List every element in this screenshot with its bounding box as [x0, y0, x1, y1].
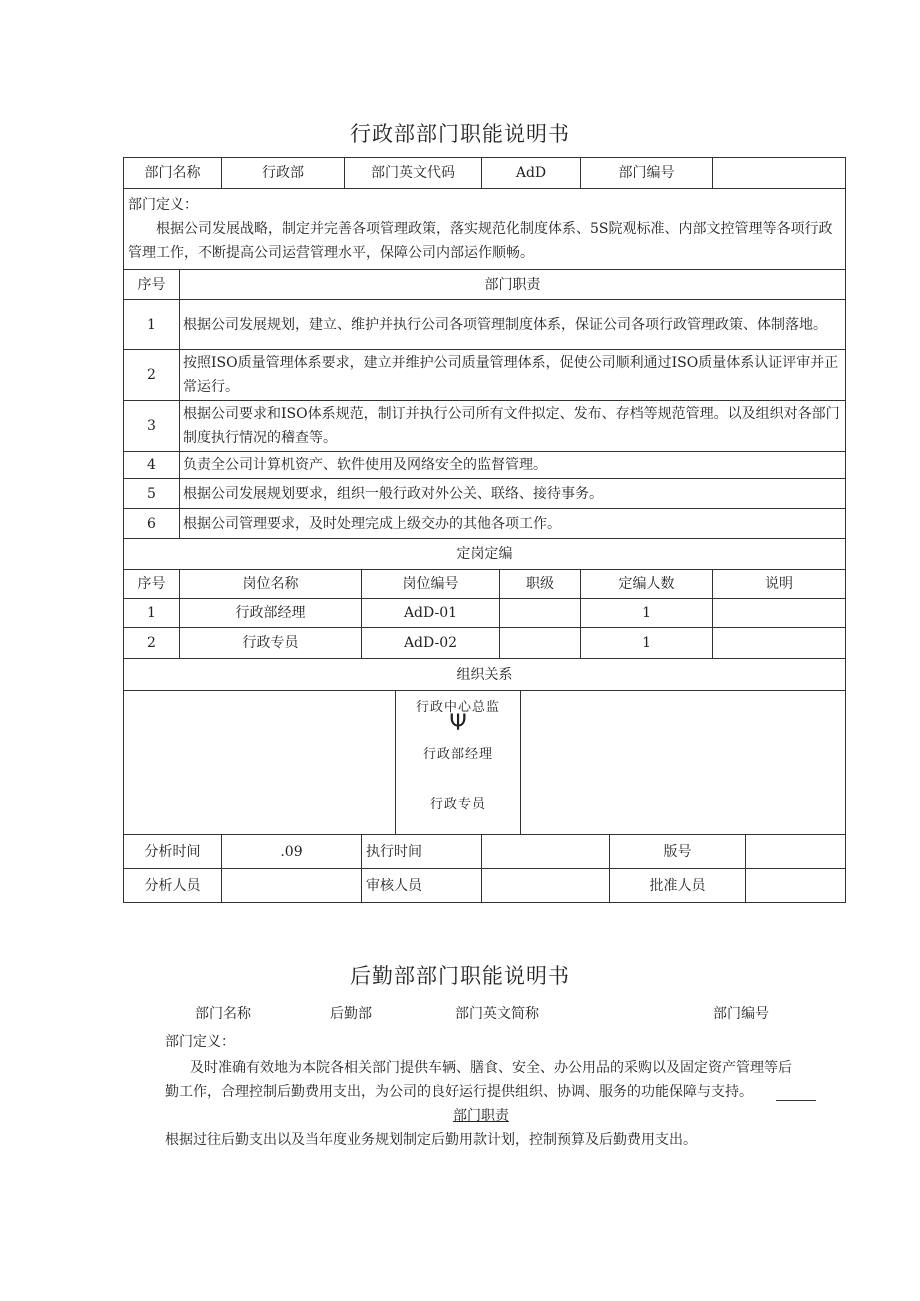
duty-seq: 1	[124, 300, 180, 350]
approver-label: 批准人员	[610, 869, 746, 903]
reviewer-value	[482, 869, 610, 903]
duty-seq: 5	[124, 479, 180, 509]
staffing-header-code: 岗位编号	[362, 570, 500, 599]
org-title: 组织关系	[124, 659, 846, 691]
staffing-header-name: 岗位名称	[180, 570, 362, 599]
org-chart	[124, 691, 846, 835]
analyst-label: 分析人员	[124, 869, 222, 903]
duty-text: 根据公司管理要求，及时处理完成上级交办的其他各项工作。	[180, 509, 846, 539]
approver-value	[746, 869, 846, 903]
staffing-note	[713, 599, 846, 628]
dept-code-label: 部门英文代码	[345, 158, 482, 189]
dept-definition-label: 部门定义：	[128, 197, 198, 213]
duty-row	[124, 452, 846, 479]
duty-seq: 6	[124, 509, 180, 539]
logistics-duties-title: 部门职责	[453, 1108, 509, 1124]
staffing-count: 1	[581, 628, 713, 659]
staffing-count: 1	[581, 599, 713, 628]
logistics-duty-1: 根据过往后勤支出以及当年度业务规划制定后勤用款计划，控制预算及后勤费用支出。	[165, 1132, 697, 1148]
logistics-name-label: 部门名称	[195, 1006, 251, 1022]
duty-text: 按照ISO质量管理体系要求，建立并维护公司质量管理体系，促使公司顺利通过ISO质量体系认证评审并正常运行。	[180, 350, 846, 401]
doc2-title: 后勤部部门职能说明书	[350, 964, 570, 988]
analysis-time-value: .09	[222, 835, 362, 869]
org-chart-box	[395, 691, 521, 834]
duty-row	[124, 350, 846, 401]
duty-row	[124, 509, 846, 539]
staffing-level	[500, 599, 581, 628]
exec-time-label: 执行时间	[362, 835, 482, 869]
admin-dept-table	[123, 157, 846, 903]
logistics-definition-line2: 勤工作，合理控制后勤费用支出，为公司的良好运行提供组织、协调、服务的功能保障与支持。	[165, 1084, 753, 1100]
org-bottom-node: 行政专员	[429, 797, 486, 812]
duties-header: 部门职责	[180, 270, 846, 300]
duty-row	[124, 300, 846, 350]
staffing-header-seq: 序号	[124, 570, 180, 599]
logistics-number-label: 部门编号	[713, 1006, 769, 1022]
org-top-node: 行政中心总监	[415, 700, 500, 715]
version-value	[746, 835, 846, 869]
staffing-code: AdD-02	[362, 628, 500, 659]
staffing-header-count: 定编人数	[581, 570, 713, 599]
duty-row	[124, 401, 846, 452]
duty-seq: 2	[124, 350, 180, 401]
exec-time-value	[482, 835, 610, 869]
staffing-code: AdD-01	[362, 599, 500, 628]
duty-text: 负责全公司计算机资产、软件使用及网络安全的监督管理。	[180, 452, 846, 479]
staffing-header-level: 职级	[500, 570, 581, 599]
dept-name-label: 部门名称	[124, 158, 222, 189]
version-label: 版号	[610, 835, 746, 869]
org-arrow-icon: Ψ	[449, 711, 467, 736]
duty-text: 根据公司发展规划要求，组织一般行政对外公关、联络、接待事务。	[180, 479, 846, 509]
dept-name-value: 行政部	[222, 158, 345, 189]
dept-number-label: 部门编号	[581, 158, 713, 189]
staffing-level	[500, 628, 581, 659]
org-mid-node: 行政部经理	[422, 747, 493, 762]
duty-seq: 3	[124, 401, 180, 452]
dept-definition-text: 根据公司发展战略，制定并完善各项管理政策，落实规范化制度体系、5S院观标准、内部文控管理等各项行政管理工作，不断提高公司运营管理水平，保障公司内部运作顺畅。	[128, 221, 833, 261]
logistics-definition-label: 部门定义：	[165, 1034, 235, 1050]
duty-seq: 4	[124, 452, 180, 479]
staffing-row	[124, 628, 846, 659]
logistics-name-value: 后勤部	[330, 1006, 372, 1022]
staffing-name: 行政专员	[180, 628, 362, 659]
staffing-seq: 2	[124, 628, 180, 659]
dept-number-value	[713, 158, 846, 189]
staffing-seq: 1	[124, 599, 180, 628]
staffing-name: 行政部经理	[180, 599, 362, 628]
dept-definition-cell	[124, 189, 846, 270]
analyst-value	[222, 869, 362, 903]
dept-code-value: AdD	[482, 158, 581, 189]
duty-text: 根据公司要求和ISO体系规范，制订并执行公司所有文件拟定、发布、存档等规范管理。以及组织对各部门制度执行情况的稽查等。	[180, 401, 846, 452]
staffing-row	[124, 599, 846, 628]
staffing-header-note: 说明	[713, 570, 846, 599]
logistics-en-label: 部门英文简称	[455, 1006, 539, 1022]
staffing-note	[713, 628, 846, 659]
duties-seq-header: 序号	[124, 270, 180, 300]
duty-row	[124, 479, 846, 509]
duty-text: 根据公司发展规划，建立、维护并执行公司各项管理制度体系，保证公司各项行政管理政策、体制落地。	[180, 300, 846, 350]
staffing-title: 定岗定编	[124, 539, 846, 570]
logistics-underline	[776, 1100, 816, 1101]
logistics-definition-line1: 及时准确有效地为本院各相关部门提供车辆、膳食、安全、办公用品的采购以及固定资产管理等后	[190, 1060, 792, 1076]
analysis-time-label: 分析时间	[124, 835, 222, 869]
reviewer-label: 审核人员	[362, 869, 482, 903]
doc1-title: 行政部部门职能说明书	[350, 122, 570, 146]
